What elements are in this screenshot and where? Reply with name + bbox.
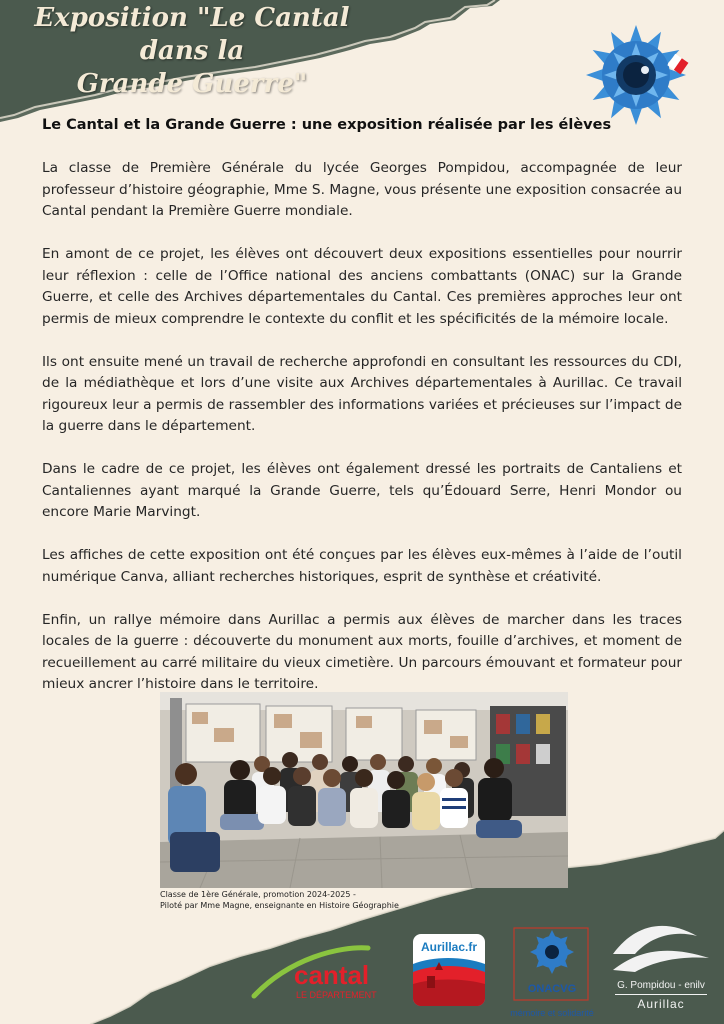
aurillac-name: Aurillac.fr [420, 940, 477, 954]
lycee-city: Aurillac [637, 997, 685, 1011]
class-photo [160, 692, 568, 888]
lycee-pompidou-logo [605, 914, 717, 1018]
onacvg-logo [512, 926, 592, 1020]
paragraph: Dans le cadre de ce projet, les élèves ont également dressé les portraits de Cantaliens et Cantaliennes ayant marqué la Grande Guerre, tels qu’Édouard Serre, Henri Mondor ou encore Marie Marvingt. [42, 461, 682, 520]
cantal-wordmark: cantal [294, 960, 370, 990]
bleuet-flower-icon [583, 22, 689, 128]
paragraph: Les affiches de cette exposition ont été conçues par les élèves eux-mêmes à l’aide de l’outil numérique Canva, alliant recherches historiques, esprit de synthèse et créativité. [42, 547, 682, 585]
paragraph: En amont de ce projet, les élèves ont découvert deux expositions essentielles pour nourrir leur réflexion : celle de l’Office national des anciens combattants (ONAC) sur la Grande Guerre, et celle des Archives départementales du Cantal. Ces premières approches leur ont permis de mieux comprendre le contexte du conflit et les spécificités de la mémoire locale. [42, 246, 682, 327]
cantal-departement-logo [250, 940, 400, 1006]
lycee-divider [615, 994, 707, 995]
aurillac-emblem-icon [413, 934, 485, 1006]
onac-slogan: mémoire et solidarité [510, 1008, 594, 1018]
title-line-1: Exposition "Le Cantal dans la [34, 3, 350, 66]
lycee-name: G. Pompidou - enilv [617, 980, 705, 991]
cantal-subtitle: LE DÉPARTEMENT [296, 990, 377, 1000]
lycee-wave-icon [605, 914, 717, 978]
paragraph: Enfin, un rallye mémoire dans Aurillac a permis aux élèves de marcher dans les traces locales de la guerre : découverte du monument aux morts, fouille d’archives, et moment de recueillement au carré militaire du vieux cimetière. Un parcours émouvant et formateur pour mieux ancrer l’histoire dans le territoire. [42, 611, 682, 692]
onac-name: ONACVG [527, 983, 577, 995]
exhibition-title [12, 2, 372, 101]
aurillac-city-logo [413, 934, 485, 1006]
onac-emblem-icon [512, 926, 592, 1020]
paragraph: La classe de Première Générale du lycée Georges Pompidou, accompagnée de leur professeur d’histoire géographie, Mme S. Magne, vous présente une exposition consacrée au Cantal pendant la Première Guerre mondiale. [42, 160, 682, 219]
paragraph: Ils ont ensuite mené un travail de recherche approfondi en consultant les ressources du CDI, de la médiathèque et lors d’une visite aux Archives départementales à Aurillac. Ce travail rigoureux leur a permis de rassembler des informations variées et précieuses sur l’impact de la guerre dans le département. [42, 353, 682, 434]
photo-caption [160, 889, 399, 911]
caption-line-2: Piloté par Mme Magne, enseignante en Histoire Géographie [160, 901, 399, 910]
caption-line-1: Classe de 1ère Générale, promotion 2024-2025 - [160, 890, 356, 899]
title-line-2: Grande Guerre" [76, 69, 308, 99]
article-heading: Le Cantal et la Grande Guerre : une exposition réalisée par les élèves [42, 117, 612, 133]
article-body [42, 158, 682, 717]
